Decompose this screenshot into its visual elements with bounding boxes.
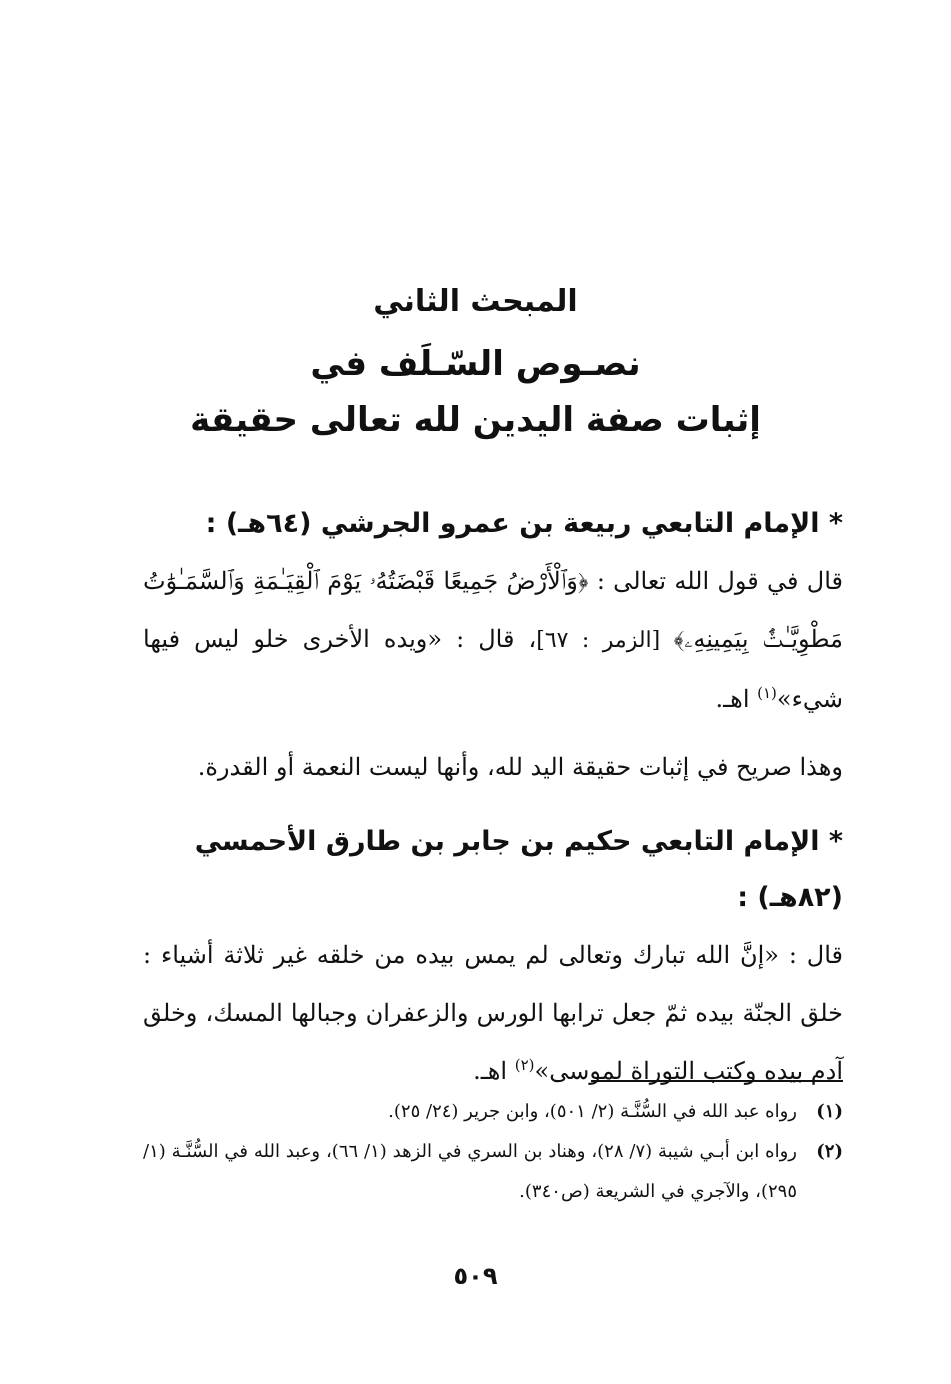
footnote-text: رواه عبد الله في السُّنَّـة (٢/ ٥٠١)، وابن جرير (٢٤/ ٢٥). xyxy=(388,1101,797,1122)
quote-text: قال : «إنَّ الله تبارك وتعالى لم يمس بيده من خلقه غير ثلاثة أشياء : خلق الجنّة بيده ثمّ جعل ترابها الورس والزعفران وجبالها المسك، وخلق آدم بيده وكتب التوراة لموسى» xyxy=(143,941,843,1085)
chapter-label: المبحث الثاني xyxy=(373,284,578,319)
quran-verse: ﴿وَٱلْأَرْضُ جَمِيعًا قَبْضَتُهُۥ يَوْمَ ٱلْقِيَـٰمَةِ وَٱلسَّمَـٰوَٰتُ مَطْوِيَّـٰتٌۢ بِيَمِينِهِۦ﴾ xyxy=(143,567,843,653)
paragraph-hakim-quote xyxy=(143,926,843,1100)
footnotes xyxy=(143,1092,843,1212)
paragraph-rabia-quote xyxy=(143,552,843,728)
paragraph-rabia-comment: وهذا صريح في إثبات حقيقة اليد لله، وأنها ليست النعمة أو القدرة. xyxy=(197,753,843,781)
page-number: ٥٠٩ xyxy=(453,1262,498,1290)
chapter-heading xyxy=(100,280,851,448)
footnote-marker-2[interactable]: (٢) xyxy=(514,1056,535,1074)
footnote-number: (٢) xyxy=(816,1141,843,1162)
verse-reference: [الزمر : ٦٧] xyxy=(536,628,674,653)
section-heading-rabia: * الإمام التابعي ربيعة بن عمرو الجرشي (٦٤هـ) : xyxy=(205,508,843,539)
footnote-text: رواه ابن أبـي شيبة (٧/ ٢٨)، وهناد بن السري في الزهد (١/ ٦٦)، وعبد الله في السُّنَّـة (١/ ٢٩٥)، والآجري في الشريعة (ص٣٤٠). xyxy=(143,1141,797,1202)
chapter-title-line-2: إثبات صفة اليدين لله تعالى حقيقة xyxy=(190,400,761,440)
footnote-number: (١) xyxy=(816,1101,843,1122)
chapter-title-line-1: نصـوص السّـلَف في xyxy=(310,344,641,384)
paragraph-intro: قال في قول الله تعالى : xyxy=(588,567,844,595)
main-text xyxy=(143,496,843,1100)
footnote-marker-1[interactable]: (١) xyxy=(757,684,777,702)
footnote-divider xyxy=(591,1080,843,1082)
quote-end: اهـ. xyxy=(473,1057,515,1085)
footnote-1 xyxy=(143,1092,843,1132)
quote-end: اهـ. xyxy=(715,685,758,713)
section-heading-hakim: * الإمام التابعي حكيم بن جابر بن طارق الأحمسي (٨٢هـ) : xyxy=(194,826,843,913)
quote-text: ، قال : «ويده الأخرى خلو ليس فيها شيء» xyxy=(143,625,843,713)
footnote-2 xyxy=(143,1132,843,1212)
